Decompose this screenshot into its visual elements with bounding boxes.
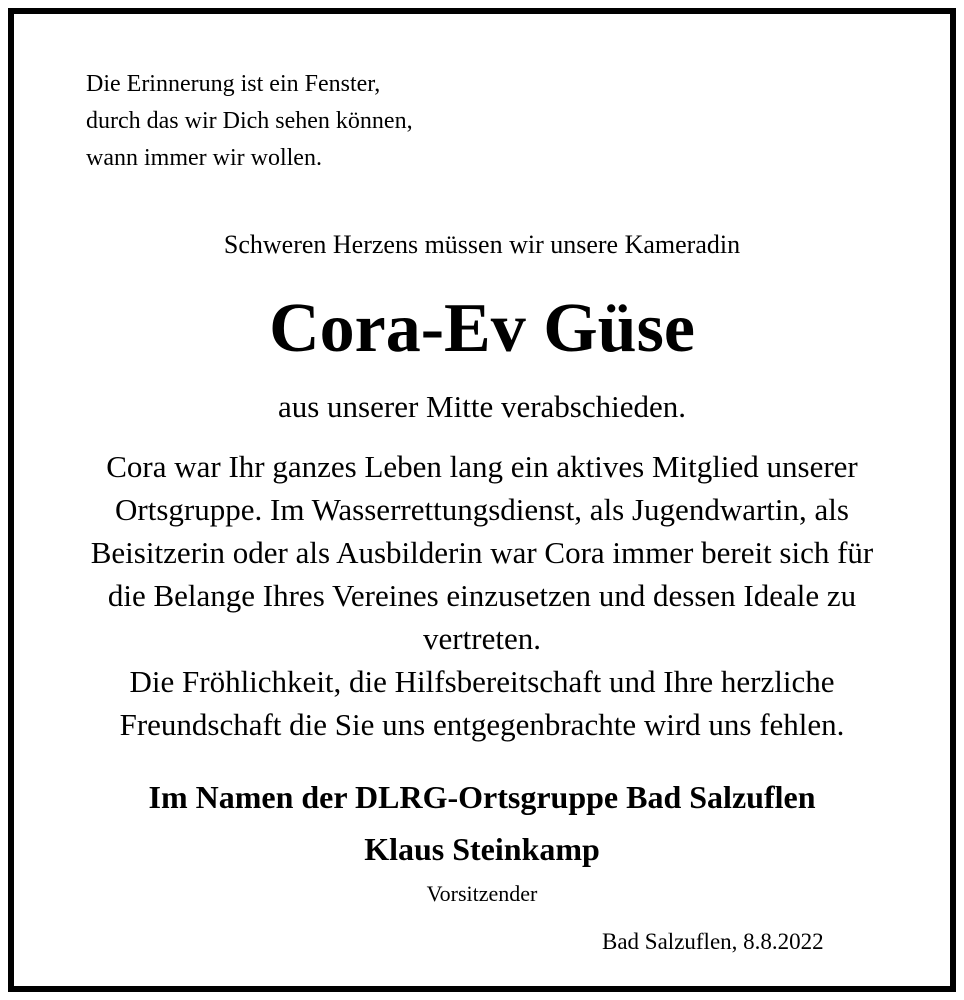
quote-line: wann immer wir wollen. xyxy=(86,145,322,171)
quote-line: Die Erinnerung ist ein Fenster, xyxy=(86,71,381,97)
organization-name: Im Namen der DLRG-Ortsgruppe Bad Salzuflen xyxy=(148,779,816,815)
signer-name: Klaus Steinkamp xyxy=(364,831,600,867)
tribute-line: Cora war Ihr ganzes Leben lang ein aktives Mitglied unserer xyxy=(106,449,858,484)
deceased-name: Cora-Ev Güse xyxy=(269,290,695,367)
memorial-quote xyxy=(86,66,413,177)
intro-text: Schweren Herzens müssen wir unsere Kameradin xyxy=(223,230,741,259)
farewell-text: aus unserer Mitte verabschieden. xyxy=(277,389,686,424)
tribute-line: Ortsgruppe. Im Wasserrettungsdienst, als Jugendwartin, als xyxy=(115,492,849,527)
obituary-frame xyxy=(8,8,956,992)
tribute-line: vertreten. xyxy=(423,621,541,656)
place-date: Bad Salzuflen, 8.8.2022 xyxy=(602,929,824,954)
tribute-paragraph xyxy=(14,445,950,746)
tribute-line: Beisitzerin oder als Ausbilderin war Cora immer bereit sich für xyxy=(90,535,874,570)
signer-role: Vorsitzender xyxy=(426,881,538,906)
signature-block xyxy=(14,771,950,875)
tribute-line: die Belange Ihres Vereines einzusetzen und dessen Ideale zu xyxy=(107,578,857,613)
tribute-line: Die Fröhlichkeit, die Hilfsbereitschaft und Ihre herzliche xyxy=(129,664,835,699)
tribute-line: Freundschaft die Sie uns entgegenbrachte wird uns fehlen. xyxy=(119,707,845,742)
quote-line: durch das wir Dich sehen können, xyxy=(86,108,413,134)
